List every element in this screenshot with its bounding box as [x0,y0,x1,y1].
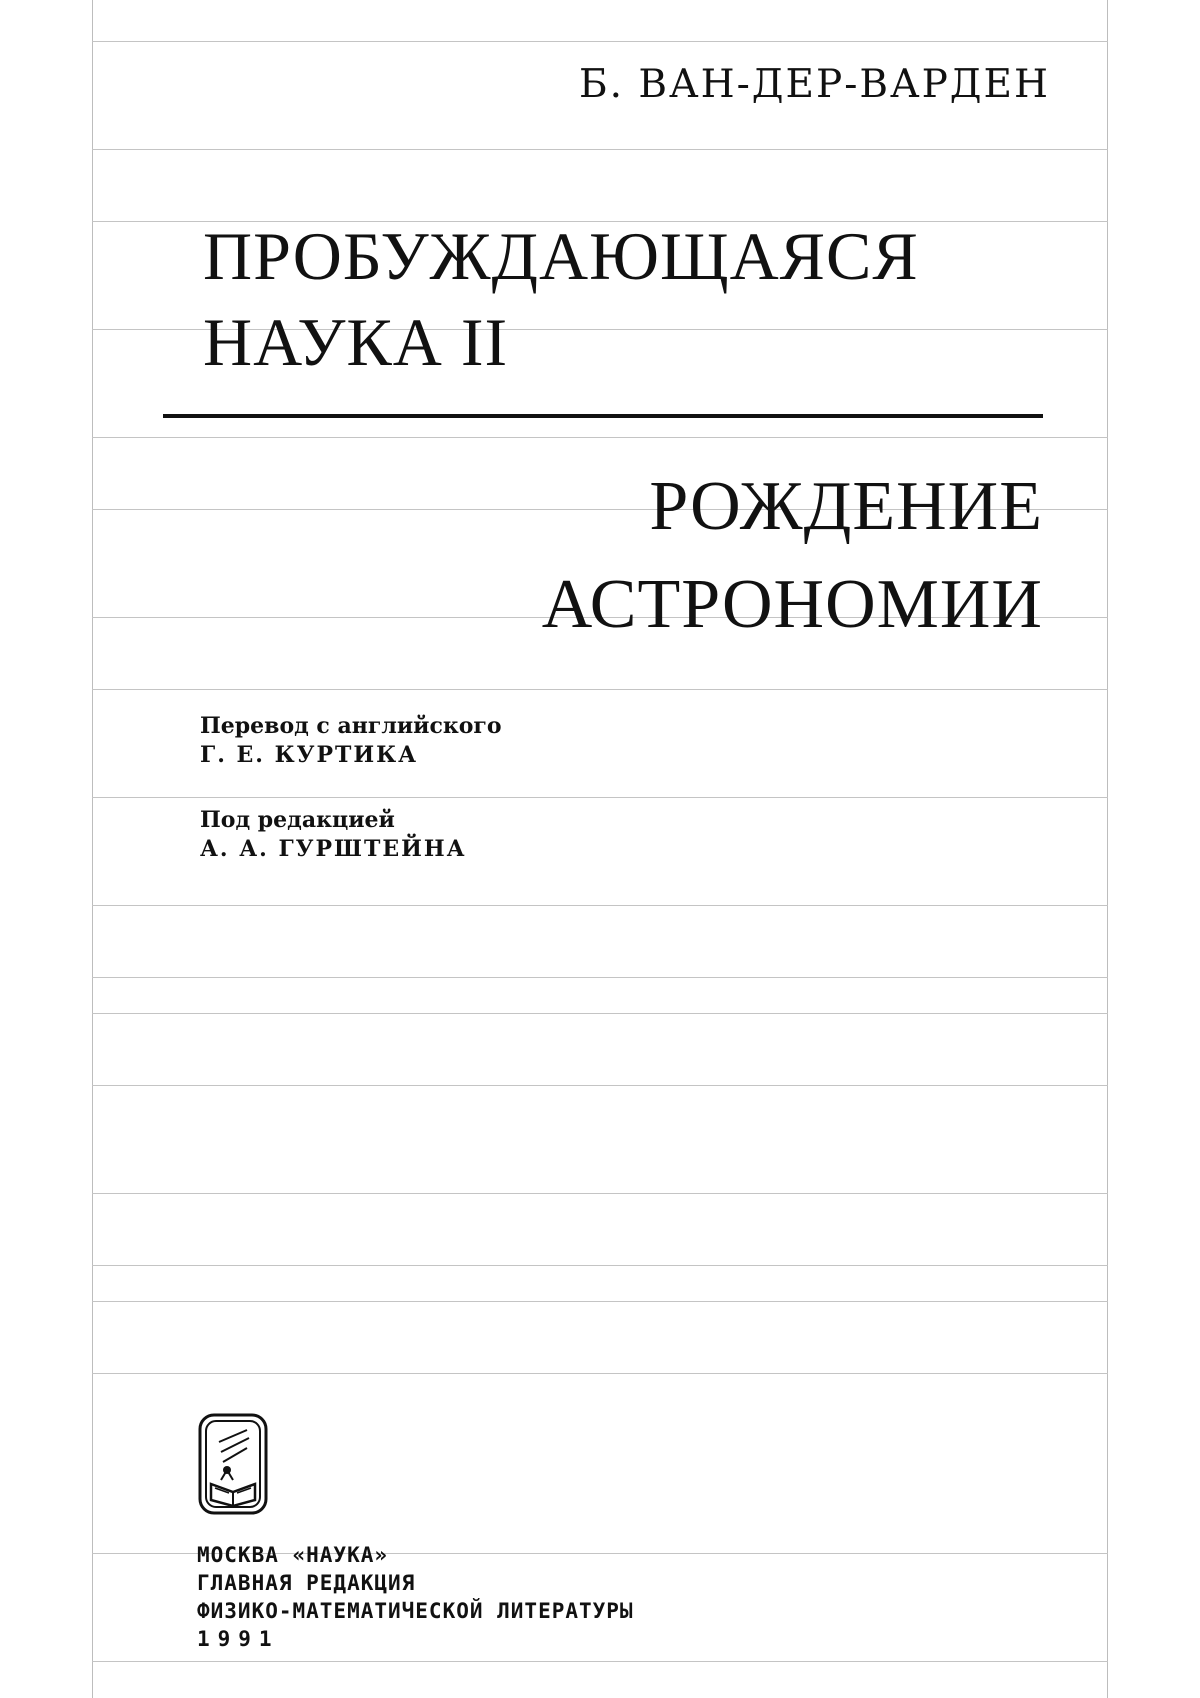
scan-rule [92,1085,1108,1086]
scan-rule [92,905,1108,906]
imprint-division: ГЛАВНАЯ РЕДАКЦИЯ [197,1571,416,1595]
scan-rule [92,1301,1108,1302]
imprint-city-publisher: МОСКВА «НАУКА» [197,1543,389,1567]
book-title-line: НАУКА II [203,304,509,380]
scan-rule [92,41,1108,42]
publisher-imprint [197,1541,634,1653]
editor-label: Под редакцией [200,807,395,833]
book-title-line: ПРОБУЖДАЮЩАЯСЯ [203,218,919,294]
imprint-division-subject: ФИЗИКО-МАТЕМАТИЧЕСКОЙ ЛИТЕРАТУРЫ [197,1599,634,1623]
scan-rule [92,977,1108,978]
editor-name: А. А. ГУРШТЕЙНА [200,836,467,862]
translation-label: Перевод с английского [200,713,502,739]
scan-rule [92,437,1108,438]
scan-rule [92,1661,1108,1662]
scan-rule [92,689,1108,690]
editor-credit [200,806,467,864]
scan-rule [92,1193,1108,1194]
nauka-publisher-logo-icon [197,1412,269,1516]
scan-rule [92,797,1108,798]
translator-name: Г. Е. КУРТИКА [200,742,419,768]
imprint-year: 1991 [197,1627,280,1651]
scan-rule [92,149,1108,150]
scan-rule [92,1265,1108,1266]
author-name: Б. ВАН-ДЕР-ВАРДЕН [578,62,1050,107]
translation-credit [200,712,502,770]
book-title [203,213,919,385]
book-subtitle-line: АСТРОНОМИИ [541,566,1043,643]
scan-rule [92,1373,1108,1374]
book-subtitle-line: РОЖДЕНИЕ [649,468,1043,545]
scan-rule [92,1013,1108,1014]
title-divider [163,414,1043,418]
book-subtitle [542,458,1043,654]
